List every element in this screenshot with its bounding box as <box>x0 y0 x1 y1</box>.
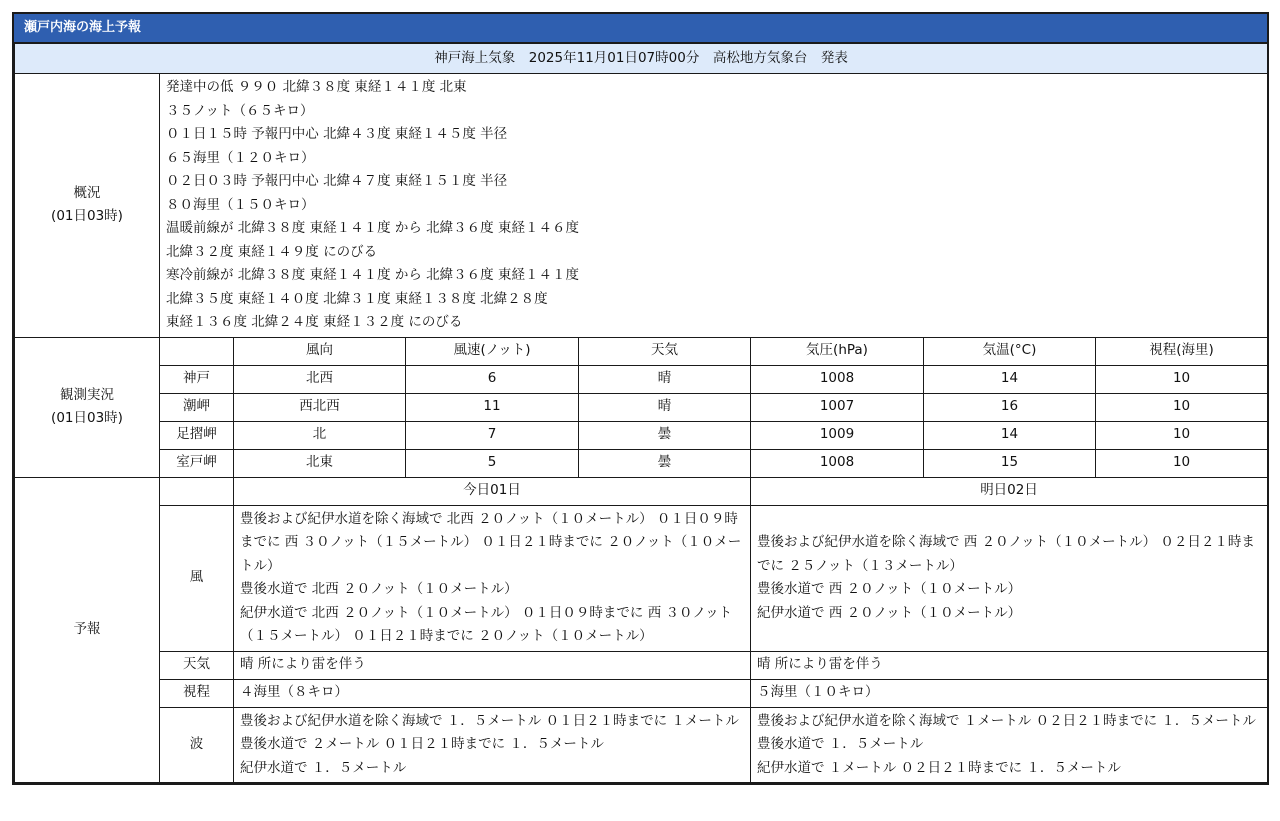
overview-line: ０１日１５時 予報円中心 北緯４３度 東経１４５度 半径 <box>166 126 508 142</box>
waves-tomorrow-line: 豊後水道で １．５メートル <box>757 736 924 752</box>
cell-wind-direction: 北西 <box>234 365 406 393</box>
cell-weather: 晴 <box>579 365 751 393</box>
waves-today-line: 豊後および紀伊水道を除く海域で １．５メートル ０１日２１時までに １メートル <box>240 712 739 729</box>
overview-time: (01日03時) <box>51 208 123 225</box>
overview-line: ８０海里（１５０キロ） <box>166 196 315 213</box>
panel-title: 瀬戸内海の海上予報 <box>14 14 1267 43</box>
header-weather: 天気 <box>579 337 751 365</box>
cell-wind-direction: 北 <box>234 421 406 449</box>
cell-wind-direction: 北東 <box>234 449 406 477</box>
cell-pressure: 1008 <box>751 449 924 477</box>
wind-tomorrow <box>751 505 1268 651</box>
header-pressure: 気圧(hPa) <box>751 337 924 365</box>
wind-tomorrow-line: 豊後水道で 西 ２０ノット（１０メートル） <box>757 581 1022 597</box>
station-header-blank <box>160 337 234 365</box>
table-row <box>15 393 1268 421</box>
wind-today-line: 豊後および紀伊水道を除く海域で 北西 ２０ノット（１０メートル） ０１日０９時までに 西 ３０ノット（１５メートル） ０１日２１時までに ２０ノット（１０メートル） <box>240 510 742 574</box>
table-row <box>15 421 1268 449</box>
issuer-line: 神戸海上気象 2025年11月01日07時00分 高松地方気象台 発表 <box>15 44 1268 74</box>
cell-weather: 曇 <box>579 449 751 477</box>
overview-line: ６５海里（１２０キロ） <box>166 149 315 166</box>
wind-tomorrow-line: 豊後および紀伊水道を除く海域で 西 ２０ノット（１０メートル） ０２日２１時までに ２５ノット（１３メートル） <box>757 534 1255 574</box>
header-tomorrow: 明日02日 <box>751 477 1268 505</box>
wind-tomorrow-line: 紀伊水道で 西 ２０ノット（１０メートル） <box>757 604 1022 621</box>
cell-visibility: 10 <box>1096 421 1268 449</box>
visibility-label: 視程 <box>160 679 234 707</box>
overview-line: 発達中の低 ９９０ 北緯３８度 東経１４１度 北東 <box>166 79 467 95</box>
waves-today-line: 紀伊水道で １．５メートル <box>240 759 407 776</box>
overview-text <box>160 74 1268 338</box>
table-row <box>15 449 1268 477</box>
station-name: 足摺岬 <box>160 421 234 449</box>
cell-wind-speed: 6 <box>406 365 579 393</box>
visibility-tomorrow: ５海里（１０キロ） <box>751 679 1268 707</box>
header-wind-speed: 風速(ノット) <box>406 337 579 365</box>
station-name: 室戸岬 <box>160 449 234 477</box>
cell-visibility: 10 <box>1096 449 1268 477</box>
overview-line: 北緯３２度 東経１４９度 にのびる <box>166 243 378 260</box>
forecast-panel <box>12 12 1269 785</box>
waves-tomorrow-line: 紀伊水道で １メートル ０２日２１時までに １．５メートル <box>757 759 1121 776</box>
waves-today <box>234 707 751 783</box>
overview-line: ３５ノット（６５キロ） <box>166 102 314 119</box>
forecast-label-cell <box>15 477 160 783</box>
cell-wind-speed: 7 <box>406 421 579 449</box>
wind-today-line: 豊後水道で 北西 ２０ノット（１０メートル） <box>240 581 518 597</box>
overview-line: 寒冷前線が 北緯３８度 東経１４１度 から 北緯３６度 東経１４１度 <box>166 267 579 283</box>
cell-temperature: 14 <box>924 365 1096 393</box>
overview-line: 東経１３６度 北緯２４度 東経１３２度 にのびる <box>166 314 463 330</box>
observation-label-cell <box>15 337 160 477</box>
cell-temperature: 14 <box>924 421 1096 449</box>
cell-pressure: 1007 <box>751 393 924 421</box>
cell-temperature: 15 <box>924 449 1096 477</box>
waves-tomorrow <box>751 707 1268 783</box>
cell-wind-direction: 西北西 <box>234 393 406 421</box>
wind-today <box>234 505 751 651</box>
observation-time: (01日03時) <box>51 410 123 426</box>
cell-visibility: 10 <box>1096 365 1268 393</box>
cell-visibility: 10 <box>1096 393 1268 421</box>
overview-label-cell <box>15 74 160 338</box>
cell-weather: 曇 <box>579 421 751 449</box>
waves-today-line: 豊後水道で ２メートル ０１日２１時までに １．５メートル <box>240 736 604 752</box>
station-name: 神戸 <box>160 365 234 393</box>
visibility-today: ４海里（８キロ） <box>234 679 751 707</box>
weather-label: 天気 <box>160 651 234 679</box>
cell-wind-speed: 11 <box>406 393 579 421</box>
station-name: 潮岬 <box>160 393 234 421</box>
cell-pressure: 1009 <box>751 421 924 449</box>
weather-today: 晴 所により雷を伴う <box>234 651 751 679</box>
overview-line: 北緯３５度 東経１４０度 北緯３１度 東経１３８度 北緯２８度 <box>166 290 548 307</box>
waves-label: 波 <box>160 707 234 783</box>
header-today: 今日01日 <box>234 477 751 505</box>
wind-label: 風 <box>160 505 234 651</box>
overview-line: ０２日０３時 予報円中心 北緯４７度 東経１５１度 半径 <box>166 173 508 189</box>
table-row <box>15 365 1268 393</box>
header-temperature: 気温(°C) <box>924 337 1096 365</box>
weather-tomorrow: 晴 所により雷を伴う <box>751 651 1268 679</box>
observation-label: 観測実況 <box>60 386 114 403</box>
cell-temperature: 16 <box>924 393 1096 421</box>
forecast-label: 予報 <box>73 621 101 637</box>
waves-tomorrow-line: 豊後および紀伊水道を除く海域で １メートル ０２日２１時までに １．５メートル <box>757 712 1256 729</box>
cell-weather: 晴 <box>579 393 751 421</box>
forecast-header-blank <box>160 477 234 505</box>
cell-pressure: 1008 <box>751 365 924 393</box>
overview-label: 概況 <box>73 184 101 201</box>
header-visibility: 視程(海里) <box>1096 337 1268 365</box>
wind-today-line: 紀伊水道で 北西 ２０ノット（１０メートル） ０１日０９時までに 西 ３０ノット（１５メートル） ０１日２１時までに ２０ノット（１０メートル） <box>240 604 733 644</box>
overview-line: 温暖前線が 北緯３８度 東経１４１度 から 北緯３６度 東経１４６度 <box>166 220 579 236</box>
cell-wind-speed: 5 <box>406 449 579 477</box>
header-wind-direction: 風向 <box>234 337 406 365</box>
forecast-table <box>14 43 1268 783</box>
